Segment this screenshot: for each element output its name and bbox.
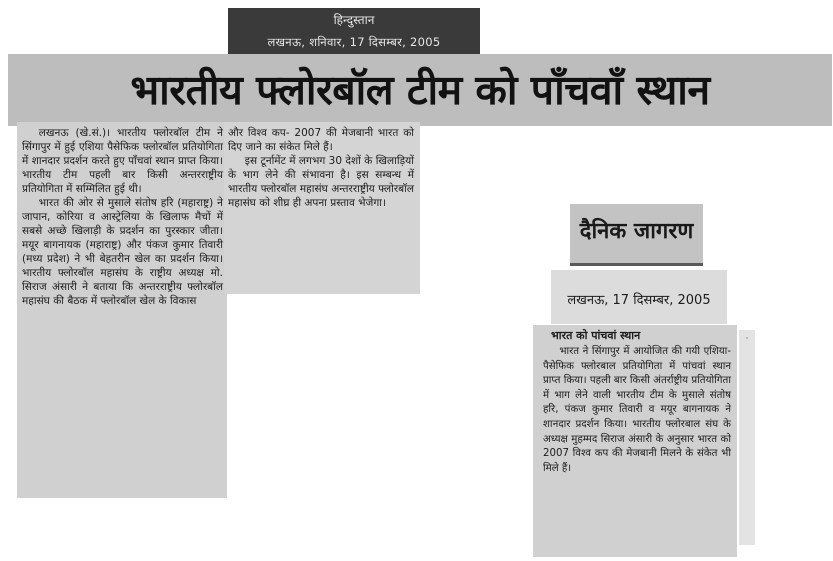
article-column-middle (224, 122, 420, 294)
dainik-jagran-title: दैनिक जागरण (579, 219, 694, 244)
hindustan-title: हिन्दुस्तान (333, 13, 375, 27)
dainik-jagran-dateline-clip (551, 270, 727, 324)
dainik-jagran-masthead (570, 204, 703, 266)
dainik-jagran-dateline: लखनऊ, 17 दिसम्बर, 2005 (567, 293, 711, 308)
dainik-jagran-article (533, 325, 737, 557)
article-column-left (17, 122, 227, 498)
page-headline: भारतीय फ्लोरबॉल टीम को पाँचवाँ स्थान (130, 66, 710, 114)
article-paragraph: इस टूर्नामेंट में लगभग 30 देशों के खिलाड़ियों के भाग लेने की संभावना है। इस सम्बन्ध में भारतीय फ्लोरबॉल महासंघ अन्तरराष्ट्रीय फ्लोरबॉल महासंघ को शीघ्र ही अपना प्रस्ताव भेजेगा। (228, 155, 414, 209)
article-paragraph: और विश्व कप- 2007 की मेजबानी भारत को दिए जाने का संकेत मिले हैं। (228, 127, 414, 153)
text-fragment: · (745, 334, 749, 344)
hindustan-masthead (228, 8, 480, 54)
hindustan-dateline: लखनऊ, शनिवार, 17 दिसम्बर, 2005 (267, 35, 441, 49)
headline-clipping (8, 54, 832, 126)
adjacent-article-fragment (739, 330, 755, 545)
dainik-jagran-article-body: भारत ने सिंगापुर में आयोजित की गयी एशिया-पैसेफिक फ्लोरबाल प्रतियोगिता में पांचवां स्थान प्राप्त किया। पहली बार किसी अंतर्राष्ट्रीय प्रतियोगिता में भाग लेने वाली भारतीय टीम के मुसाले संतोष हरि, पंकज कुमार तिवारी व मयूर बागनायक ने शानदार प्रदर्शन किया। भारतीय फ्लोरबाल संघ के अध्यक्ष मुहम्मद सिराज अंसारी के अनुसार भारत को 2007 विश्व कप की मेजबानी मिलने के संकेत भी मिले हैं। (543, 346, 731, 474)
article-paragraph: भारत की ओर से मुसाले संतोष हरि (महाराष्ट्र) ने जापान, कोरिया व आस्ट्रेलिया के खिलाफ मैचों में सबसे अच्छे खिलाड़ी के प्रदर्शन का पुरस्कार जीता। मयूर बागनायक (महाराष्ट्र) और पंकज कुमार तिवारी (मध्य प्रदेश) ने भी बेहतरीन खेल का प्रदर्शन किया। भारतीय फ्लोरबॉल महासंघ के राष्ट्रीय अध्यक्ष मो. सिराज अंसारी ने बताया कि अन्तरराष्ट्रीय फ्लोरबॉल महासंघ की बैठक में फ्लोरबॉल खेल के विकास (22, 197, 223, 307)
dainik-jagran-article-title: भारत को पांचवां स्थान (551, 329, 641, 342)
article-paragraph: लखनऊ (खे.सं.)। भारतीय फ्लोरबॉल टीम ने सिंगापुर में हुई एशिया पैसेफिक फ्लोरबॉल प्रतियोगिता में शानदार प्रदर्शन करते हुए पाँचवां स्थान प्राप्त किया। भारतीय टीम पहली बार किसी अन्तरराष्ट्रीय प्रतियोगिता में सम्मिलित हुई थी। (22, 127, 223, 195)
